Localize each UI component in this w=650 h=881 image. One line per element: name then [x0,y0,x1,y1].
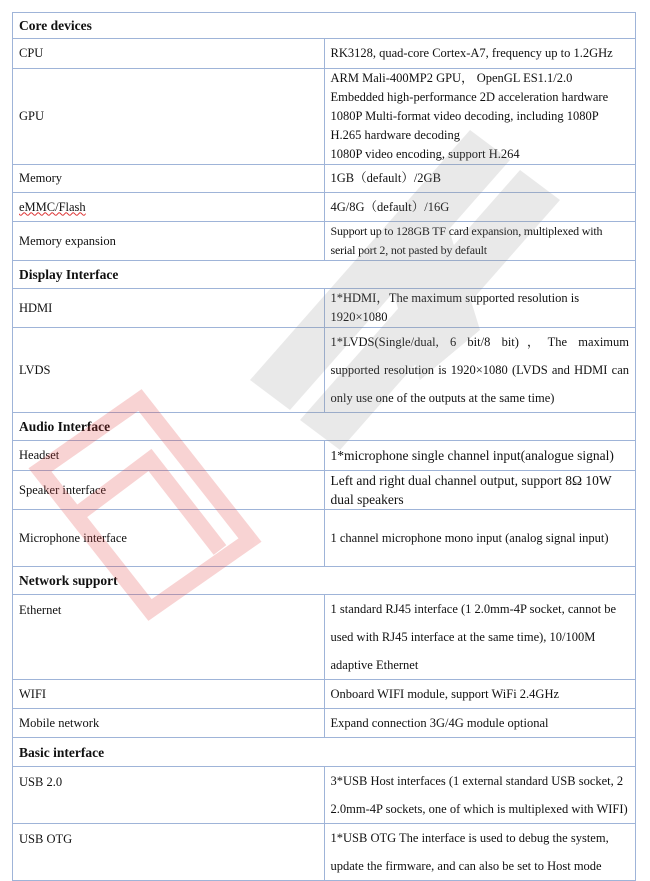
section-header: Display Interface [13,261,636,289]
row-label: CPU [13,39,325,69]
row-value: RK3128, quad-core Cortex-A7, frequency up to 1.2GHz [324,39,636,69]
table-row [13,595,636,680]
value-line: 1080P video encoding, support H.264 [330,147,520,161]
table-row [13,165,636,193]
row-value: 1 standard RJ45 interface (1 2.0mm-4P socket, cannot be used with RJ45 interface at the same time), 10/100M adaptive Ethernet [324,595,636,680]
table-row [13,709,636,738]
row-label: Speaker interface [13,471,325,510]
section-header: Core devices [13,13,636,39]
row-label: USB 2.0 [13,767,325,824]
row-label: Memory expansion [13,222,325,261]
row-label: USB OTG [13,824,325,881]
table-row [13,441,636,471]
table-row [13,328,636,413]
row-value: 1*microphone single channel input(analogue signal) [324,441,636,471]
row-value: Expand connection 3G/4G module optional [324,709,636,738]
table-row [13,680,636,709]
row-label: Headset [13,441,325,471]
row-value: 1GB（default）/2GB [324,165,636,193]
value-line: ARM Mali-400MP2 GPU， OpenGL ES1.1/2.0 [330,71,573,85]
row-label: Mobile network [13,709,325,738]
row-label: WIFI [13,680,325,709]
row-value: 1*USB OTG The interface is used to debug the system, update the firmware, and can also be set to Host mode [324,824,636,881]
value-line: Embedded high-performance 2D acceleration hardware [330,90,609,104]
spec-table [12,12,636,881]
section-header: Network support [13,567,636,595]
table-row [13,510,636,567]
row-value: 1*LVDS(Single/dual, 6 bit/8 bit)，The maximum supported resolution is 1920×1080 (LVDS and HDMI can only use one of the outputs at the same time) [324,328,636,413]
row-label: Ethernet [13,595,325,680]
table-row [13,222,636,261]
table-row [13,39,636,69]
row-label: Memory [13,165,325,193]
value-line: 1080P Multi-format video decoding, including 1080P H.265 hardware decoding [330,109,599,142]
table-row [13,69,636,165]
row-value: Support up to 128GB TF card expansion, multiplexed with serial port 2, not pasted by default [324,222,636,261]
section-header: Audio Interface [13,413,636,441]
row-value: 3*USB Host interfaces (1 external standard USB socket, 2 2.0mm-4P sockets, one of which is multiplexed with WIFI) [324,767,636,824]
row-label: HDMI [13,289,325,328]
row-value: Left and right dual channel output, support 8Ω 10W dual speakers [324,471,636,510]
table-row [13,824,636,881]
table-row [13,767,636,824]
row-label: LVDS [13,328,325,413]
row-label: GPU [13,69,325,165]
row-value: Onboard WIFI module, support WiFi 2.4GHz [324,680,636,709]
table-row [13,289,636,328]
section-header: Basic interface [13,738,636,767]
row-value: 1*HDMI，The maximum supported resolution is 1920×1080 [324,289,636,328]
row-label: Microphone interface [13,510,325,567]
table-row [13,193,636,222]
row-value: 4G/8G（default）/16G [324,193,636,222]
table-row [13,471,636,510]
row-value: 1 channel microphone mono input (analog signal input) [324,510,636,567]
row-label: eMMC/Flash [19,199,86,214]
row-value [324,69,636,165]
